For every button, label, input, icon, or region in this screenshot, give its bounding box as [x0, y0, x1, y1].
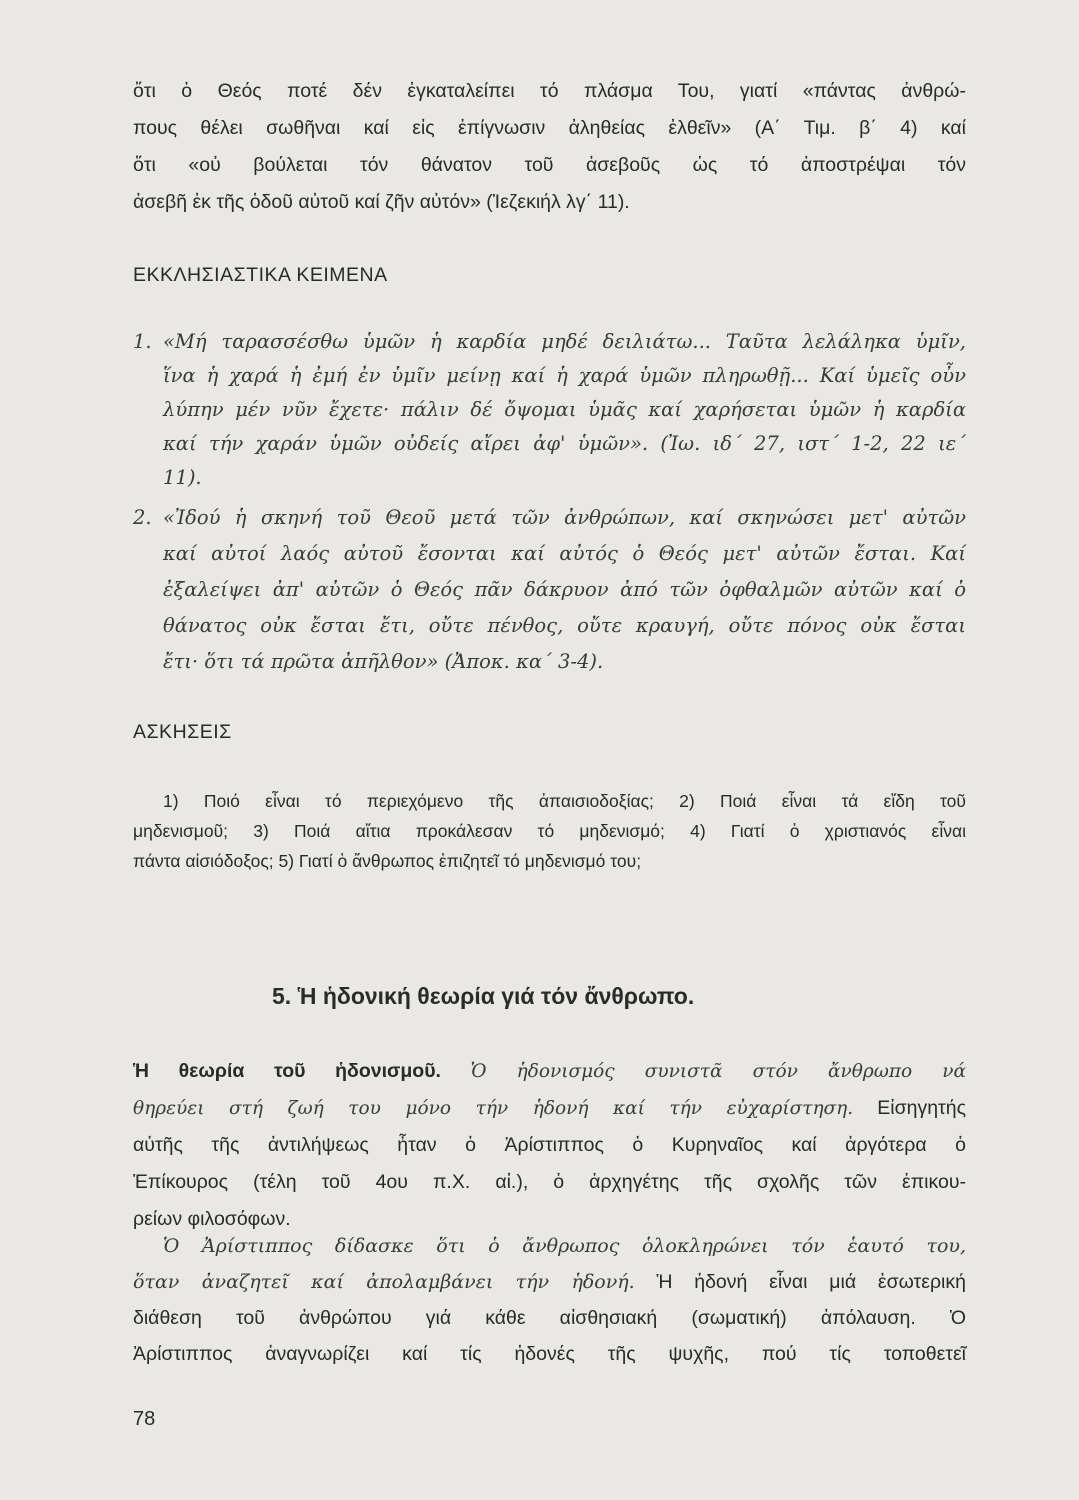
text-line: ὅτι ὁ Θεός ποτέ δέν ἐγκαταλείπει τό πλάσμα Του, γιατί «πάντας ἀνθρώ- — [133, 80, 966, 102]
text-line: αὐτῆς τῆς ἀντιλήψεως ἦταν ὁ Ἀρίστιππος ὁ Κυρηναῖος καί ἀργότερα ὁ — [133, 1134, 966, 1156]
exercise-line: πάντα αἰσιόδοξος; 5) Γιατί ὁ ἄνθρωπος ἐπιζητεῖ τό μηδενισμό του; — [133, 851, 642, 871]
section-title: 5. Ἡ ἡδονική θεωρία γιά τόν ἄνθρωπο. — [272, 983, 695, 1009]
paragraph-lead: Ἡ θεωρία τοῦ ἡδονισμοῦ. — [133, 1060, 441, 1082]
quote-line: ἐξαλείψει ἀπ' αὐτῶν ὁ Θεός πᾶν δάκρυον ἀπό τῶν ὀφθαλμῶν αὐτῶν καί ὁ — [163, 578, 966, 601]
text-line: θηρεύει στή ζωή του μόνο τήν ἡδονή καί τήν εὐχαρίστηση. Εἰσηγητής — [133, 1097, 966, 1119]
text-line: Ὁ Ἀρίστιππος δίδασκε ὅτι ὁ ἄνθρωπος ὁλοκληρώνει τόν ἑαυτό του, — [163, 1235, 966, 1257]
text-line: διάθεση τοῦ ἀνθρώπου γιά κάθε αἰσθησιακή (σωματική) ἀπόλαυση. Ὁ — [133, 1307, 966, 1329]
text-line: Ἀρίστιππος ἀναγνωρίζει καί τίς ἡδονές τῆς ψυχῆς, πού τίς τοποθετεῖ — [133, 1343, 966, 1365]
text-line: ὅτι «οὐ βούλεται τόν θάνατον τοῦ ἀσεβοῦς ὡς τό ἀποστρέψαι τόν — [133, 154, 966, 176]
text-line: Ἐπίκουρος (τέλη τοῦ 4ου π.Χ. αἰ.), ὁ ἀρχηγέτης τῆς σχολῆς τῶν ἐπικου- — [133, 1171, 966, 1193]
exercises-heading: ΑΣΚΗΣΕΙΣ — [133, 721, 232, 743]
quote-line: 2. «Ἰδού ἡ σκηνή τοῦ Θεοῦ μετά τῶν ἀνθρώπων, καί σκηνώσει μετ' αὐτῶν — [133, 506, 966, 529]
text-line: ρείων φιλοσόφων. — [133, 1208, 291, 1230]
text-line: πους θέλει σωθῆναι καί εἰς ἐπίγνωσιν ἀληθείας ἐλθεῖν» (Α΄ Τιμ. β΄ 4) καί — [133, 117, 966, 139]
exercise-line: 1) Ποιό εἶναι τό περιεχόμενο τῆς ἀπαισιοδοξίας; 2) Ποιά εἶναι τά εἴδη τοῦ — [163, 791, 966, 811]
quote-line: ἵνα ἡ χαρά ἡ ἐμή ἐν ὑμῖν μείνῃ καί ἡ χαρά ὑμῶν πληρωθῇ... Καί ὑμεῖς οὖν — [163, 364, 966, 387]
quote-line: 1. «Μή ταρασσέσθω ὑμῶν ἡ καρδία μηδέ δειλιάτω... Ταῦτα λελάληκα ὑμῖν, — [133, 330, 966, 353]
quote-line: καί αὐτοί λαός αὐτοῦ ἔσονται καί αὐτός ὁ Θεός μετ' αὐτῶν ἔσται. Καί — [163, 542, 966, 565]
church-texts-heading: ΕΚΚΛΗΣΙΑΣΤΙΚΑ ΚΕΙΜΕΝΑ — [133, 264, 388, 286]
quote-line: 11). — [163, 466, 202, 489]
exercise-line: μηδενισμοῦ; 3) Ποιά αἴτια προκάλεσαν τό μηδενισμό; 4) Γιατί ὁ χριστιανός εἶναι — [133, 821, 966, 841]
text-line: ἀσεβῆ ἐκ τῆς ὁδοῦ αὐτοῦ καί ζῆν αὐτόν» (Ἰεζεκιήλ λγ΄ 11). — [133, 191, 630, 213]
quote-line: ἔτι· ὅτι τά πρῶτα ἀπῆλθον» (Ἀποκ. κα΄ 3-4). — [163, 650, 604, 673]
text-line: ὅταν ἀναζητεῖ καί ἀπολαμβάνει τήν ἡδονή. Ἡ ἡδονή εἶναι μιά ἐσωτερική — [133, 1271, 966, 1293]
quote-line: λύπην μέν νῦν ἔχετε· πάλιν δέ ὄψομαι ὑμᾶς καί χαρήσεται ὑμῶν ἡ καρδία — [163, 398, 966, 421]
page-number: 78 — [133, 1408, 156, 1430]
quote-line: θάνατος οὐκ ἔσται ἔτι, οὔτε πένθος, οὔτε κραυγή, οὔτε πόνος οὐκ ἔσται — [163, 614, 966, 637]
item-number: 1. — [133, 330, 152, 353]
text-line: Ἡ θεωρία τοῦ ἡδονισμοῦ. Ὁ ἡδονισμός συνιστᾶ στόν ἄνθρωπο νά — [133, 1060, 966, 1082]
item-number: 2. — [133, 506, 152, 529]
quote-line: καί τήν χαράν ὑμῶν οὐδείς αἴρει ἀφ' ὑμῶν». (Ἰω. ιδ΄ 27, ιστ΄ 1-2, 22 ιε΄ — [163, 432, 966, 455]
